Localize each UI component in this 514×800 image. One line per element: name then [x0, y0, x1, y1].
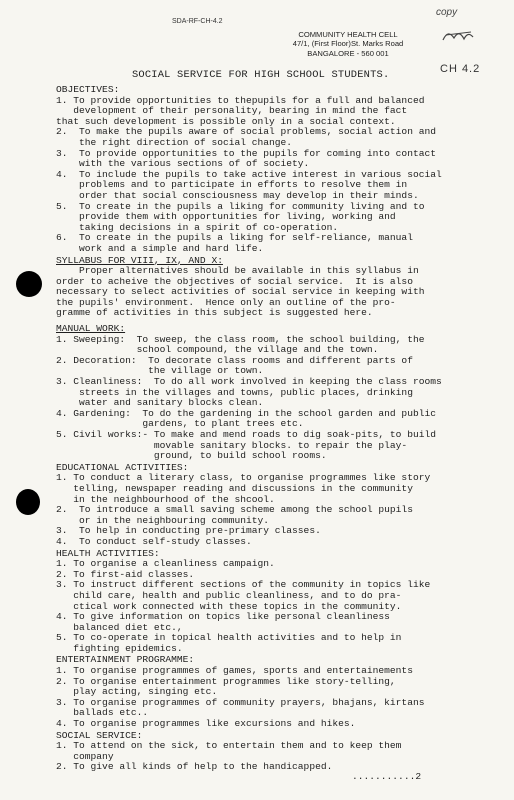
educational-line: 1. To conduct a literary class, to organise programmes like story	[56, 472, 431, 484]
educational-line: 2. To introduce a small saving scheme among the school pupils	[56, 504, 413, 516]
entertainment-line: ballads etc..	[56, 707, 149, 719]
handwritten-stamp-number	[440, 26, 476, 44]
manual-work-line: 4. Gardening: To do the gardening in the school garden and public	[56, 407, 436, 419]
manual-work-line: streets in the villages and towns, public places, drinking	[56, 386, 413, 398]
manual-work-line: 3. Cleanliness: To do all work involved in keeping the class rooms	[56, 376, 442, 388]
entertainment-line: 4. To organise programmes like excursions and hikes.	[56, 718, 356, 730]
manual-work-line: ground, to build school rooms.	[56, 450, 327, 462]
health-line: 4. To give information on topics like personal cleanliness	[56, 611, 390, 623]
health-line: 3. To instruct different sections of the community in topics like	[56, 579, 431, 591]
educational-list	[56, 473, 506, 547]
manual-work-line: gardens, to plant trees etc.	[56, 418, 304, 430]
social-service-line: 1. To attend on the sick, to entertain them and to keep them	[56, 740, 402, 752]
manual-work-list	[56, 335, 506, 462]
document-body	[56, 84, 506, 773]
entertainment-line: 1. To organise programmes of games, sports and entertainements	[56, 665, 413, 677]
syllabus-line: order to acheive the objectives of social service. It is also	[56, 275, 413, 287]
objective-line: that such development is possible only in a social context.	[56, 115, 396, 127]
educational-line: 3. To help in conducting pre-primary classes.	[56, 525, 321, 537]
objective-line: 3. To provide opportunities to the pupils for coming into contact	[56, 147, 436, 159]
org-name: COMMUNITY HEALTH CELL	[298, 30, 398, 39]
health-line: child care, health and public cleanliness, and to do pra-	[56, 589, 402, 601]
organization-header	[282, 30, 414, 58]
health-line: fighting epidemics.	[56, 642, 183, 654]
health-line: 1. To organise a cleanliness campaign.	[56, 558, 275, 570]
objectives-heading: OBJECTIVES:	[56, 84, 120, 95]
objective-line: the right direction of social change.	[56, 136, 293, 148]
entertainment-line: 3. To organise programmes of community prayers, bhajans, kirtans	[56, 696, 425, 708]
educational-line: 4. To conduct self-study classes.	[56, 535, 252, 547]
health-line: balanced diet etc.,	[56, 621, 183, 633]
handwritten-ch-code: CH 4.2	[440, 63, 481, 75]
org-address-line2: BANGALORE - 560 001	[307, 48, 389, 58]
objective-line: work and a simple and hard life.	[56, 242, 264, 254]
handwritten-copy-note: copy	[436, 7, 458, 18]
objective-line: order that social consciousness may develop in their minds.	[56, 189, 419, 201]
syllabus-paragraph	[56, 266, 506, 319]
manual-work-line: 2. Decoration: To decorate class rooms and different parts of	[56, 354, 413, 366]
punch-hole-top	[16, 271, 42, 297]
educational-line: telling, newspaper reading and discussions in the community	[56, 482, 413, 494]
educational-heading: EDUCATIONAL ACTIVITIES:	[56, 461, 189, 473]
objective-line: 2. To make the pupils aware of social problems, social action and	[56, 126, 436, 138]
objective-line: with the various sections of of society.	[56, 158, 310, 170]
health-line: ctical work connected with these topics in the community.	[56, 600, 402, 612]
document-reference: SDA-RF-CH-4.2	[172, 18, 223, 25]
manual-work-line: 5. Civil works:- To make and mend roads to dig soak-pits, to build	[56, 429, 436, 440]
syllabus-line: Proper alternatives should be available in this syllabus in	[56, 265, 419, 277]
social-service-line: 2. To give all kinds of help to the handicapped.	[56, 761, 333, 773]
manual-work-line: movable sanitary blocks. to repair the play-	[56, 439, 408, 451]
objective-line: 1. To provide opportunities to thepupils for a full and balanced	[56, 94, 425, 106]
objectives-list	[56, 96, 506, 255]
social-service-line: company	[56, 750, 114, 762]
entertainment-line: play acting, singing etc.	[56, 686, 218, 698]
syllabus-heading: SYLLABUS FOR VIII, IX, AND X:	[56, 254, 223, 266]
health-heading: HEALTH ACTIVITIES:	[56, 547, 160, 559]
educational-line: or in the neighbouring community.	[56, 514, 270, 526]
objective-line: 5. To create in the pupils a liking for community living and to	[56, 200, 425, 212]
syllabus-line: necessary to select activities of social service in keeping with	[56, 286, 425, 298]
manual-work-line: water and sanitary blocks clean.	[56, 397, 264, 409]
manual-work-heading: MANUAL WORK:	[56, 323, 126, 335]
manual-work-line: 1. Sweeping: To sweep, the class room, the school building, the	[56, 333, 425, 345]
punch-hole-bottom	[16, 489, 40, 515]
org-address-line1: 47/1, (First Floor)St. Marks Road	[292, 39, 404, 49]
educational-line: in the neighbourhood of the shcool.	[56, 493, 275, 505]
page-continuation-marker: ...........2	[352, 771, 422, 782]
health-list	[56, 559, 506, 654]
syllabus-line: the pupils' environment. Hence only an outline of the pro-	[56, 296, 396, 308]
manual-work-line: school compound, the village and the town.	[56, 344, 379, 356]
health-line: 5. To co-operate in topical health activities and to help in	[56, 632, 402, 644]
entertainment-heading: ENTERTAINMENT PROGRAMME:	[56, 654, 195, 666]
syllabus-line: gramme of activities in this subject is suggested here.	[56, 307, 373, 319]
objective-line: 4. To include the pupils to take active interest in various social	[56, 168, 442, 180]
objective-line: 6. To create in the pupils a liking for self-reliance, manual	[56, 232, 413, 244]
objective-line: development of their personality, bearing in mind the fact	[56, 105, 408, 117]
manual-work-line: the village or town.	[56, 365, 264, 377]
document-title: SOCIAL SERVICE FOR HIGH SCHOOL STUDENTS.	[132, 69, 390, 81]
social-service-list	[56, 741, 506, 773]
objective-line: provide them with opportunities for living, working and	[56, 211, 396, 223]
entertainment-line: 2. To organise entertainment programmes like story-telling,	[56, 675, 396, 687]
objective-line: problems and to participate in efforts to resolve them in	[56, 179, 408, 191]
objective-line: taking decisions in a spirit of co-operation.	[56, 221, 339, 233]
social-service-heading: SOCIAL SERVICE:	[56, 729, 143, 741]
entertainment-list	[56, 666, 506, 730]
health-line: 2. To first-aid classes.	[56, 568, 195, 580]
